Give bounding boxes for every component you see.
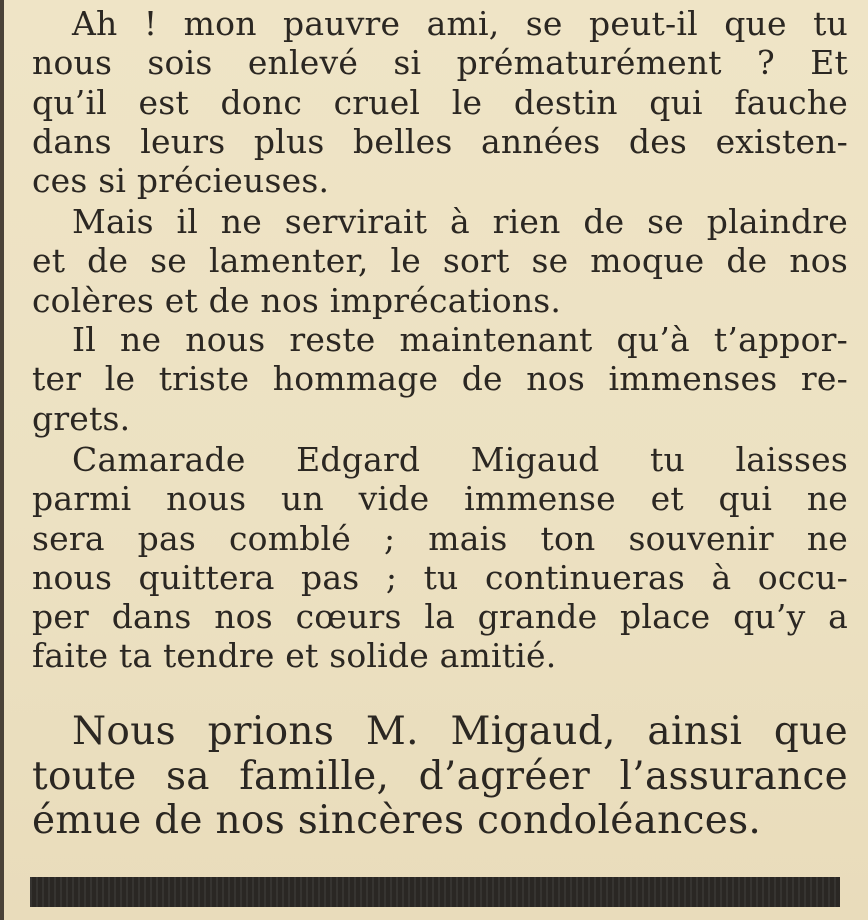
condolences-paragraph (32, 710, 848, 844)
text-line: Nous prions M. Migaud, ainsi que (72, 709, 848, 754)
text-line: Camarade Edgard Migaud tu laisses (72, 440, 848, 479)
paragraph-farewell (32, 440, 848, 676)
text-line: colères et de nos imprécations. (32, 280, 562, 320)
paragraph-lament (32, 4, 848, 200)
text-line: qu’il est donc cruel le destin qui fauche (32, 82, 848, 122)
text-line: sera pas comblé ; mais ton souvenir ne (32, 518, 848, 558)
text-line: nous quittera pas ; tu continueras à occu- (32, 557, 848, 597)
text-line: et de se lamenter, le sort se moque de nos (32, 241, 848, 281)
text-line: ter le triste hommage de nos immenses re- (32, 359, 848, 399)
section-divider-bar (30, 877, 840, 907)
text-line: Mais il ne servirait à rien de se plaindre (72, 202, 848, 241)
text-line: faite ta tendre et solide amitié. (32, 636, 557, 676)
text-line: ces si précieuses. (32, 161, 330, 201)
paragraph-homage (32, 320, 848, 438)
text-line: Ah ! mon pauvre ami, se peut-il que tu (72, 4, 848, 43)
text-line: nous sois enlevé si prématurément ? Et (32, 43, 848, 83)
text-line: toute sa famille, d’agréer l’assurance (32, 753, 848, 799)
text-line: grets. (32, 398, 131, 438)
text-line: émue de nos sincères condoléances. (32, 798, 762, 843)
column-rule (0, 0, 4, 920)
text-line: parmi nous un vide immense et qui ne (32, 479, 848, 519)
text-line: dans leurs plus belles années des existen- (32, 121, 848, 161)
text-line: Il ne nous reste maintenant qu’à t’appor- (72, 320, 848, 359)
text-line: per dans nos cœurs la grande place qu’y a (32, 597, 848, 637)
paragraph-fate (32, 202, 848, 320)
